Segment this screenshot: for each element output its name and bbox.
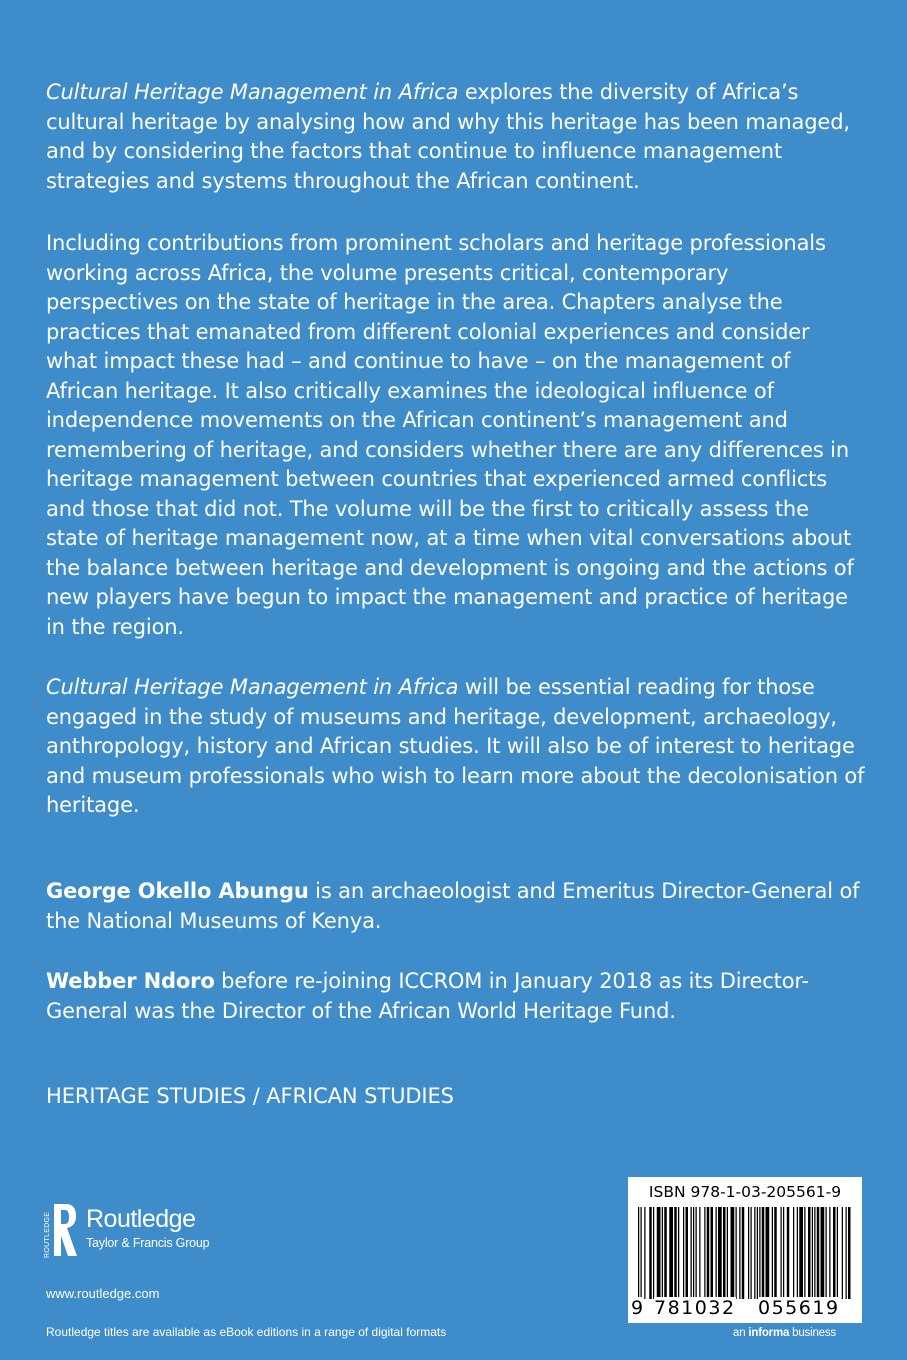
barcode-bar: [842, 1207, 843, 1299]
routledge-logo-icon: [40, 1200, 80, 1260]
barcode-left-digits: 781032: [654, 1297, 736, 1319]
barcode-bar: [797, 1207, 798, 1299]
barcode-bar: [783, 1207, 784, 1299]
logo-vertical-text: ROUTLEDGE: [44, 1211, 51, 1258]
description-paragraph-2: Including contributions from prominent scholars and heritage professionals working across Africa, the volume presents critical, contemporary perspectives on the state of heritage in the area. Chapters analyse the practices that emanated from different colonial experiences and consider what impact these had – and continue to have – on the management of African heritage. It also critically examines the ideological influence of independence movements on the African continent’s management and remembering of heritage, and considers whether there are any differences in heritage management between countries that experienced armed conflicts and those that did not. The volume will be the first to critically assess the state of heritage management now, at a time when vital conversations about the balance between heritage and development is ongoing and the actions of new players have begun to impact the management and practice of heritage in the region.: [46, 231, 854, 639]
book-title-italic: Cultural Heritage Management in Africa: [46, 80, 459, 104]
barcode-bar: [799, 1207, 803, 1299]
barcode-bar: [833, 1207, 836, 1299]
barcode-bar: [739, 1207, 740, 1299]
isbn-label: ISBN 978-1-03-205561-9: [648, 1183, 842, 1201]
description-paragraph-1: [46, 78, 866, 196]
isbn-barcode: [628, 1177, 862, 1323]
publisher-url[interactable]: www.routledge.com: [46, 1286, 160, 1301]
barcode-bar: [762, 1207, 765, 1299]
barcode-bar: [696, 1207, 697, 1299]
informa-tagline: an informa business: [733, 1327, 836, 1339]
barcode-bar: [774, 1207, 777, 1299]
author-name: Webber Ndoro: [46, 969, 215, 993]
author-bio-1: [46, 877, 866, 936]
publisher-name: Routledge: [86, 1205, 196, 1233]
barcode-bar: [754, 1207, 755, 1299]
barcode-bar: [751, 1207, 752, 1299]
barcode-bars: [636, 1207, 854, 1299]
barcode-bar: [711, 1207, 714, 1299]
barcode-bar: [691, 1207, 692, 1299]
barcode-bar: [817, 1207, 820, 1299]
barcode-bar: [674, 1207, 677, 1299]
barcode-bar: [707, 1207, 710, 1299]
barcode-bar: [821, 1207, 825, 1299]
barcode-bar: [662, 1207, 663, 1299]
barcode-bar: [759, 1207, 760, 1299]
barcode-bar: [781, 1207, 782, 1299]
informa-brand: informa: [748, 1327, 790, 1339]
barcode-bar: [678, 1207, 679, 1299]
barcode-bar: [638, 1207, 639, 1299]
barcode-bar: [718, 1207, 722, 1299]
barcode-bar: [644, 1207, 645, 1299]
description-paragraph-3: [46, 673, 866, 821]
barcode-bar: [848, 1207, 851, 1299]
barcode-bar: [804, 1207, 805, 1299]
barcode-bar: [716, 1207, 717, 1299]
barcode-bar: [649, 1207, 652, 1299]
author-bio-text: is an archaeologist and Emeritus Director-General of the National Museums of Kenya.: [46, 879, 860, 933]
barcode-bar: [793, 1207, 794, 1299]
barcode-first-digit: 9: [631, 1297, 644, 1319]
barcode-bar: [669, 1207, 673, 1299]
barcode-bar: [657, 1207, 661, 1299]
barcode-bar: [846, 1207, 847, 1299]
barcode-bar: [837, 1207, 838, 1299]
publisher-group: Taylor & Francis Group: [86, 1236, 210, 1250]
barcode-bar: [664, 1207, 667, 1299]
author-name: George Okello Abungu: [46, 879, 309, 903]
barcode-bar: [727, 1207, 728, 1299]
barcode-digits: [628, 1297, 862, 1321]
barcode-right-digits: 055619: [758, 1297, 840, 1319]
barcode-bar: [748, 1207, 749, 1299]
barcode-bar: [693, 1207, 694, 1299]
barcode-bar: [653, 1207, 654, 1299]
barcode-bar: [704, 1207, 705, 1299]
description-text: explores the diversity of Africa’s cultural heritage by analysing how and why this heritage has been managed, and by considering the factors that continue to influence management strategies and systems throughout the African continent.: [46, 80, 850, 193]
barcode-bar: [787, 1207, 790, 1299]
barcode-bar: [641, 1207, 642, 1299]
barcode-bar: [766, 1207, 770, 1299]
author-bio-text: before re-joining ICCROM in January 2018 as its Director-General was the Director of the African World Heritage Fund.: [46, 969, 809, 1023]
barcode-bar: [757, 1207, 758, 1299]
ebook-note: Routledge titles are available as eBook editions in a range of digital formats: [46, 1325, 447, 1339]
barcode-bar: [772, 1207, 773, 1299]
barcode-bar: [686, 1207, 689, 1299]
barcode-bar: [723, 1207, 726, 1299]
barcode-bar: [808, 1207, 811, 1299]
barcode-bar: [731, 1207, 735, 1299]
subject-category: HERITAGE STUDIES / AFRICAN STUDIES: [46, 1084, 454, 1108]
barcode-bar: [736, 1207, 737, 1299]
barcode-bar: [829, 1207, 830, 1299]
description-text: will be essential reading for those engaged in the study of museums and heritage, development, archaeology, anthropology, history and African studies. It will also be of interest to heritage and museum professionals who wish to learn more about the decolonisation of heritage.: [46, 675, 865, 817]
barcode-bar: [814, 1207, 815, 1299]
book-title-italic: Cultural Heritage Management in Africa: [46, 675, 459, 699]
barcode-bar: [812, 1207, 813, 1299]
barcode-bar: [826, 1207, 827, 1299]
barcode-bar: [699, 1207, 700, 1299]
barcode-bar: [683, 1207, 684, 1299]
author-bio-2: [46, 967, 866, 1026]
barcode-bar: [742, 1207, 745, 1299]
